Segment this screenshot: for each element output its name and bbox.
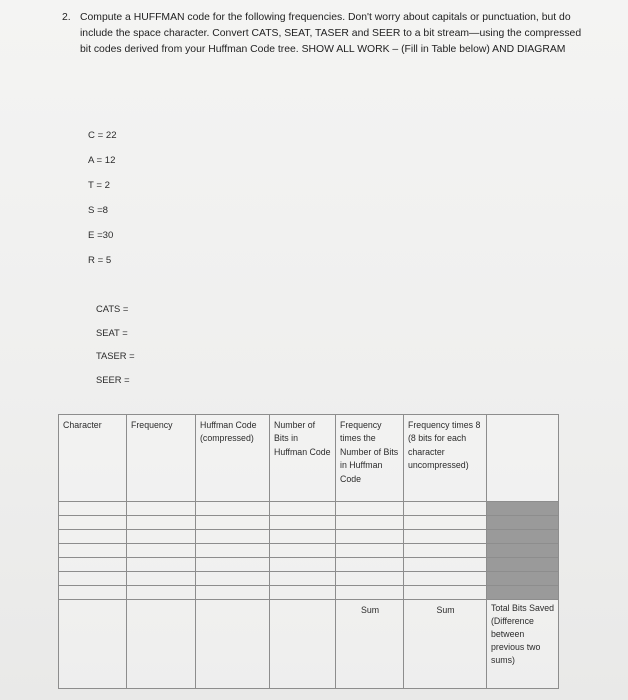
cell-frequency-times-8[interactable] (404, 558, 487, 572)
cell-number-of-bits[interactable] (270, 516, 336, 530)
cell-shaded (487, 544, 559, 558)
table-row (59, 544, 559, 558)
table-row (59, 572, 559, 586)
cell-frequency-times-8[interactable] (404, 544, 487, 558)
footer-blank-character (59, 600, 127, 689)
cell-character[interactable] (59, 530, 127, 544)
cell-shaded (487, 558, 559, 572)
cell-character[interactable] (59, 502, 127, 516)
cell-huffman-code[interactable] (196, 544, 270, 558)
footer-blank-huffman-code (196, 600, 270, 689)
table-row (59, 530, 559, 544)
cell-character[interactable] (59, 572, 127, 586)
cell-frequency-times-8[interactable] (404, 502, 487, 516)
footer-blank-frequency (127, 600, 196, 689)
cell-frequency-times-bits[interactable] (336, 502, 404, 516)
cell-huffman-code[interactable] (196, 572, 270, 586)
huffman-table (58, 414, 559, 689)
table-row (59, 586, 559, 600)
cell-huffman-code[interactable] (196, 516, 270, 530)
cell-number-of-bits[interactable] (270, 530, 336, 544)
cell-shaded (487, 586, 559, 600)
cell-frequency-times-bits[interactable] (336, 558, 404, 572)
cell-shaded (487, 530, 559, 544)
table-row (59, 516, 559, 530)
frequency-c: C = 22 (88, 130, 117, 141)
cell-character[interactable] (59, 544, 127, 558)
header-number-of-bits: Number of Bits in Huffman Code (270, 415, 336, 502)
cell-number-of-bits[interactable] (270, 502, 336, 516)
cell-character[interactable] (59, 516, 127, 530)
word-seer: SEER = (96, 374, 130, 385)
frequency-s: S =8 (88, 205, 109, 216)
cell-frequency[interactable] (127, 516, 196, 530)
cell-number-of-bits[interactable] (270, 544, 336, 558)
cell-huffman-code[interactable] (196, 502, 270, 516)
question-text: Compute a HUFFMAN code for the following frequencies. Don't worry about capitals or punctuation, but do include the space character. Convert CATS, SEAT, TASER and SEER to a bit stream—using the compressed bit codes derived from your Huffman Code tree. SHOW ALL WORK – (Fill in Table below) AND DIAGRAM (80, 12, 582, 56)
cell-shaded (487, 516, 559, 530)
cell-frequency-times-8[interactable] (404, 572, 487, 586)
frequency-a: A = 12 (88, 155, 116, 166)
cell-number-of-bits[interactable] (270, 558, 336, 572)
cell-huffman-code[interactable] (196, 558, 270, 572)
cell-shaded (487, 502, 559, 516)
cell-frequency[interactable] (127, 544, 196, 558)
header-character: Character (59, 415, 127, 502)
cell-frequency-times-8[interactable] (404, 516, 487, 530)
header-frequency-times-bits: Frequency times the Number of Bits in Huffman Code (336, 415, 404, 502)
cell-frequency[interactable] (127, 572, 196, 586)
footer-blank-number-of-bits (270, 600, 336, 689)
question (62, 10, 582, 59)
cell-frequency-times-bits[interactable] (336, 516, 404, 530)
header-blank (487, 415, 559, 502)
header-frequency: Frequency (127, 415, 196, 502)
cell-frequency[interactable] (127, 586, 196, 600)
cell-frequency[interactable] (127, 502, 196, 516)
cell-frequency-times-8[interactable] (404, 586, 487, 600)
table-row (59, 558, 559, 572)
cell-frequency-times-bits[interactable] (336, 572, 404, 586)
sum-huffman-bits[interactable]: Sum (336, 600, 404, 689)
word-taser: TASER = (96, 350, 135, 361)
cell-number-of-bits[interactable] (270, 572, 336, 586)
cell-frequency-times-bits[interactable] (336, 586, 404, 600)
cell-frequency-times-bits[interactable] (336, 544, 404, 558)
cell-frequency[interactable] (127, 558, 196, 572)
cell-frequency[interactable] (127, 530, 196, 544)
frequency-r: R = 5 (88, 255, 112, 266)
cell-shaded (487, 572, 559, 586)
cell-number-of-bits[interactable] (270, 586, 336, 600)
sum-uncompressed-bits[interactable]: Sum (404, 600, 487, 689)
total-bits-saved[interactable]: Total Bits Saved (Difference between previous two sums) (487, 600, 559, 689)
cell-huffman-code[interactable] (196, 530, 270, 544)
cell-character[interactable] (59, 586, 127, 600)
frequency-t: T = 2 (88, 180, 110, 191)
cell-character[interactable] (59, 558, 127, 572)
cell-frequency-times-8[interactable] (404, 530, 487, 544)
word-cats: CATS = (96, 303, 129, 314)
header-huffman-code: Huffman Code (compressed) (196, 415, 270, 502)
word-seat: SEAT = (96, 327, 128, 338)
frequency-e: E =30 (88, 230, 114, 241)
cell-huffman-code[interactable] (196, 586, 270, 600)
question-number: 2. (62, 12, 71, 23)
header-frequency-times-8: Frequency times 8 (8 bits for each character uncompressed) (404, 415, 487, 502)
table-row (59, 502, 559, 516)
cell-frequency-times-bits[interactable] (336, 530, 404, 544)
